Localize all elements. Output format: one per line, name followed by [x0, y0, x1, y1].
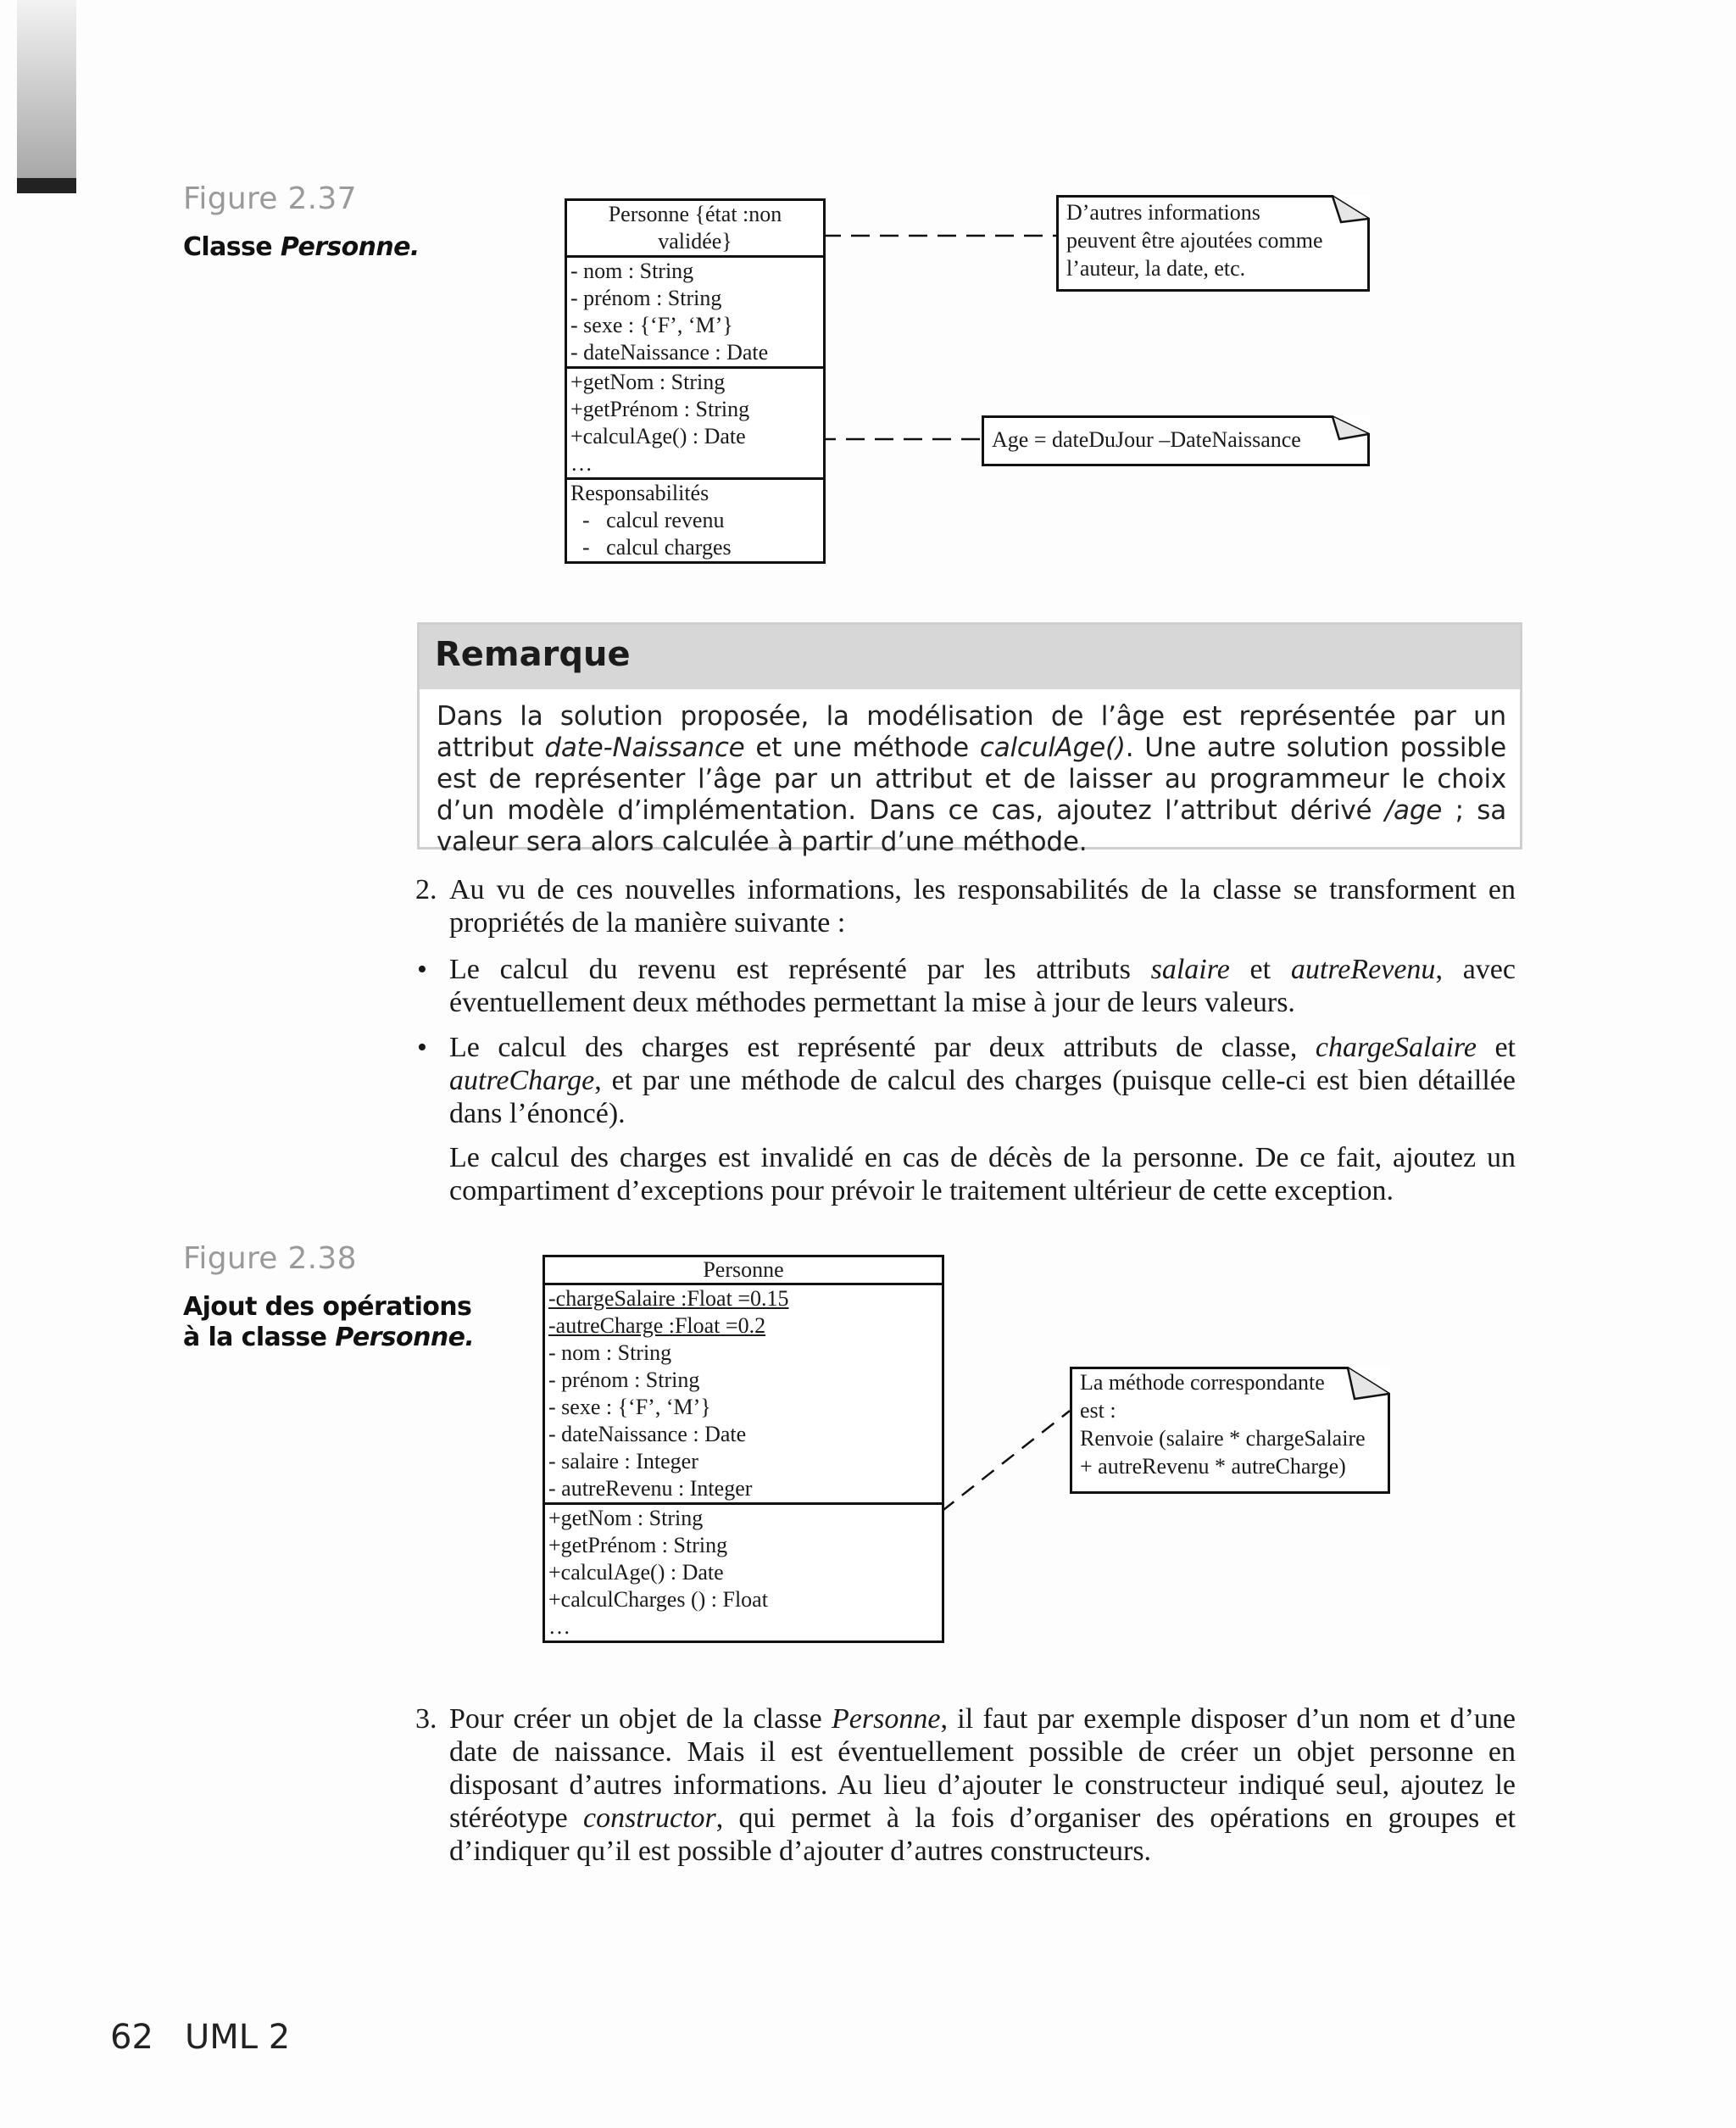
- operation: …: [548, 1614, 570, 1639]
- figure-number: Figure 2.37: [183, 181, 357, 216]
- text-part: Le calcul des charges est représenté par deux attributs de classe,: [449, 1032, 1316, 1063]
- text-part: , avec éventuellement deux méthodes permettant la mise à jour de leurs valeurs.: [449, 954, 1516, 1018]
- text-part: , il faut par exemple disposer d’un nom et d’une date de naissance. Mais il est éventuellement possible de créer un objet personne en disposant d’autres informations. Au lieu d’ajouter le constructeur indiqué seul, ajoutez le stéréotype: [449, 1703, 1516, 1834]
- class-header: [567, 201, 823, 255]
- note-line: D’autres informations: [1066, 200, 1260, 225]
- remark-text: [437, 701, 1506, 858]
- attribute: - sexe : {‘F’, ‘M’}: [570, 313, 733, 337]
- attributes-compartment: [545, 1283, 942, 1502]
- note-line: + autreRevenu * autreCharge): [1080, 1454, 1346, 1479]
- bullet-item-charges: [449, 1031, 1516, 1130]
- text-emphasis: autreCharge: [449, 1065, 595, 1096]
- responsibilities-title: Responsabilités: [570, 481, 709, 505]
- uml-class-personne-2: [542, 1255, 944, 1643]
- text-part: Pour créer un objet de la classe: [449, 1703, 832, 1735]
- attribute: - nom : String: [570, 259, 694, 283]
- operation: +calculAge() : Date: [570, 424, 746, 448]
- uml-note-age: [982, 415, 1370, 466]
- operations-compartment: [567, 366, 823, 477]
- operation: +calculCharges () : Float: [548, 1587, 768, 1612]
- uml-note-info: [1056, 195, 1370, 292]
- note-connectors: [0, 0, 1736, 644]
- attribute: - nom : String: [548, 1340, 672, 1365]
- note-line: peuvent être ajoutées comme: [1066, 228, 1323, 253]
- figure-caption-line: Ajout des opérations: [183, 1292, 472, 1322]
- class-name: Personne {état :non: [608, 202, 782, 226]
- responsibility: - calcul charges: [582, 535, 732, 560]
- text-emphasis: constructor: [582, 1802, 716, 1834]
- text-part: et: [1476, 1032, 1516, 1063]
- list-marker: 3.: [415, 1703, 437, 1735]
- text-emphasis: Personne: [832, 1703, 941, 1735]
- class-header: [545, 1257, 942, 1283]
- list-item-3: [449, 1702, 1516, 1868]
- attribute: - sexe : {‘F’, ‘M’}: [548, 1395, 711, 1419]
- remark-emphasis: calculAge(): [979, 733, 1126, 763]
- paragraph-charges: Le calcul des charges est invalidé en cas de décès de la personne. De ce fait, ajoutez un compartiment d’exceptions pour prévoir le traitement ultérieur de cette exception.: [449, 1142, 1516, 1206]
- attribute: - prénom : String: [570, 286, 722, 310]
- class-name: Personne: [703, 1257, 784, 1282]
- text-part: , et par une méthode de calcul des charges (puisque celle-ci est bien détaillée dans l’énoncé).: [449, 1065, 1516, 1129]
- page-number: 62: [110, 2018, 153, 2057]
- text-emphasis: autreRevenu: [1290, 954, 1436, 985]
- static-attribute: -autreCharge :Float =0.2: [548, 1313, 766, 1338]
- remark-emphasis: date-Naissance: [544, 733, 745, 763]
- remark-text-part: Dans la solution proposée, la modélisation de l’âge est représentée par un attribut: [437, 701, 1506, 763]
- responsibilities-compartment: [567, 477, 823, 561]
- bullet-marker: •: [417, 1032, 427, 1063]
- class-tagged-value: validée}: [658, 229, 732, 253]
- remark-emphasis: /age: [1384, 795, 1443, 826]
- remark-text-part: ; sa valeur sera alors calculée à partir d’une méthode.: [437, 795, 1506, 857]
- note-line: est :: [1080, 1398, 1116, 1423]
- list-item-2: Au vu de ces nouvelles informations, les responsabilités de la classe se transforment en propriétés de la manière suivante :: [449, 874, 1516, 939]
- operation: +calculAge() : Date: [548, 1560, 724, 1585]
- text-emphasis: chargeSalaire: [1315, 1032, 1477, 1063]
- note-line: Renvoie (salaire * chargeSalaire: [1080, 1426, 1366, 1451]
- remark-text-part: . Une autre solution possible est de représenter l’âge par un attribut et de laisser au programmeur le choix d’un modèle d’implémentation. Dans ce cas, ajoutez l’attribut dérivé: [437, 733, 1506, 826]
- figure-caption-text: à la classe: [183, 1323, 336, 1352]
- operation: +getNom : String: [570, 370, 726, 394]
- uml-class-personne: [565, 198, 826, 564]
- attribute: - dateNaissance : Date: [570, 340, 769, 365]
- remark-text-part: et une méthode: [744, 733, 980, 763]
- note-line: La méthode correspondante: [1080, 1370, 1325, 1395]
- text-part: Le calcul du revenu est représenté par les attributs: [449, 954, 1151, 985]
- responsibility: - calcul revenu: [582, 508, 725, 532]
- operation: +getPrénom : String: [570, 397, 750, 421]
- attribute: - dateNaissance : Date: [548, 1422, 747, 1446]
- attributes-compartment: [567, 255, 823, 366]
- operation: …: [570, 451, 593, 476]
- figure-caption-emphasis: Personne.: [280, 232, 420, 262]
- operation: +getNom : String: [548, 1506, 704, 1530]
- list-marker: 2.: [415, 874, 437, 905]
- attribute: - salaire : Integer: [548, 1449, 698, 1473]
- attribute: - autreRevenu : Integer: [548, 1476, 753, 1501]
- operation: +getPrénom : String: [548, 1533, 728, 1557]
- note-line: l’auteur, la date, etc.: [1066, 256, 1246, 281]
- operations-compartment: [545, 1502, 942, 1641]
- static-attribute: -chargeSalaire :Float =0.15: [548, 1286, 789, 1311]
- attribute: - prénom : String: [548, 1368, 700, 1392]
- figure-caption-emphasis: Personne.: [335, 1323, 475, 1352]
- bullet-item-revenu: [449, 953, 1516, 1019]
- text-emphasis: salaire: [1150, 954, 1230, 985]
- running-title: UML 2: [185, 2018, 291, 2057]
- remark-title: Remarque: [435, 635, 631, 674]
- bullet-marker: •: [417, 954, 427, 985]
- uml-note-method: [1070, 1367, 1390, 1494]
- text-part: , qui permet à la fois d’organiser des opérations en groupes et d’indiquer qu’il est possible d’ajouter d’autres constructeurs.: [449, 1802, 1516, 1867]
- note-text: Age = dateDuJour –DateNaissance: [992, 427, 1301, 452]
- remark-box: [417, 622, 1522, 857]
- figure-caption-text: Classe: [183, 232, 281, 262]
- text-part: et: [1229, 954, 1291, 985]
- figure-number: Figure 2.38: [183, 1241, 357, 1276]
